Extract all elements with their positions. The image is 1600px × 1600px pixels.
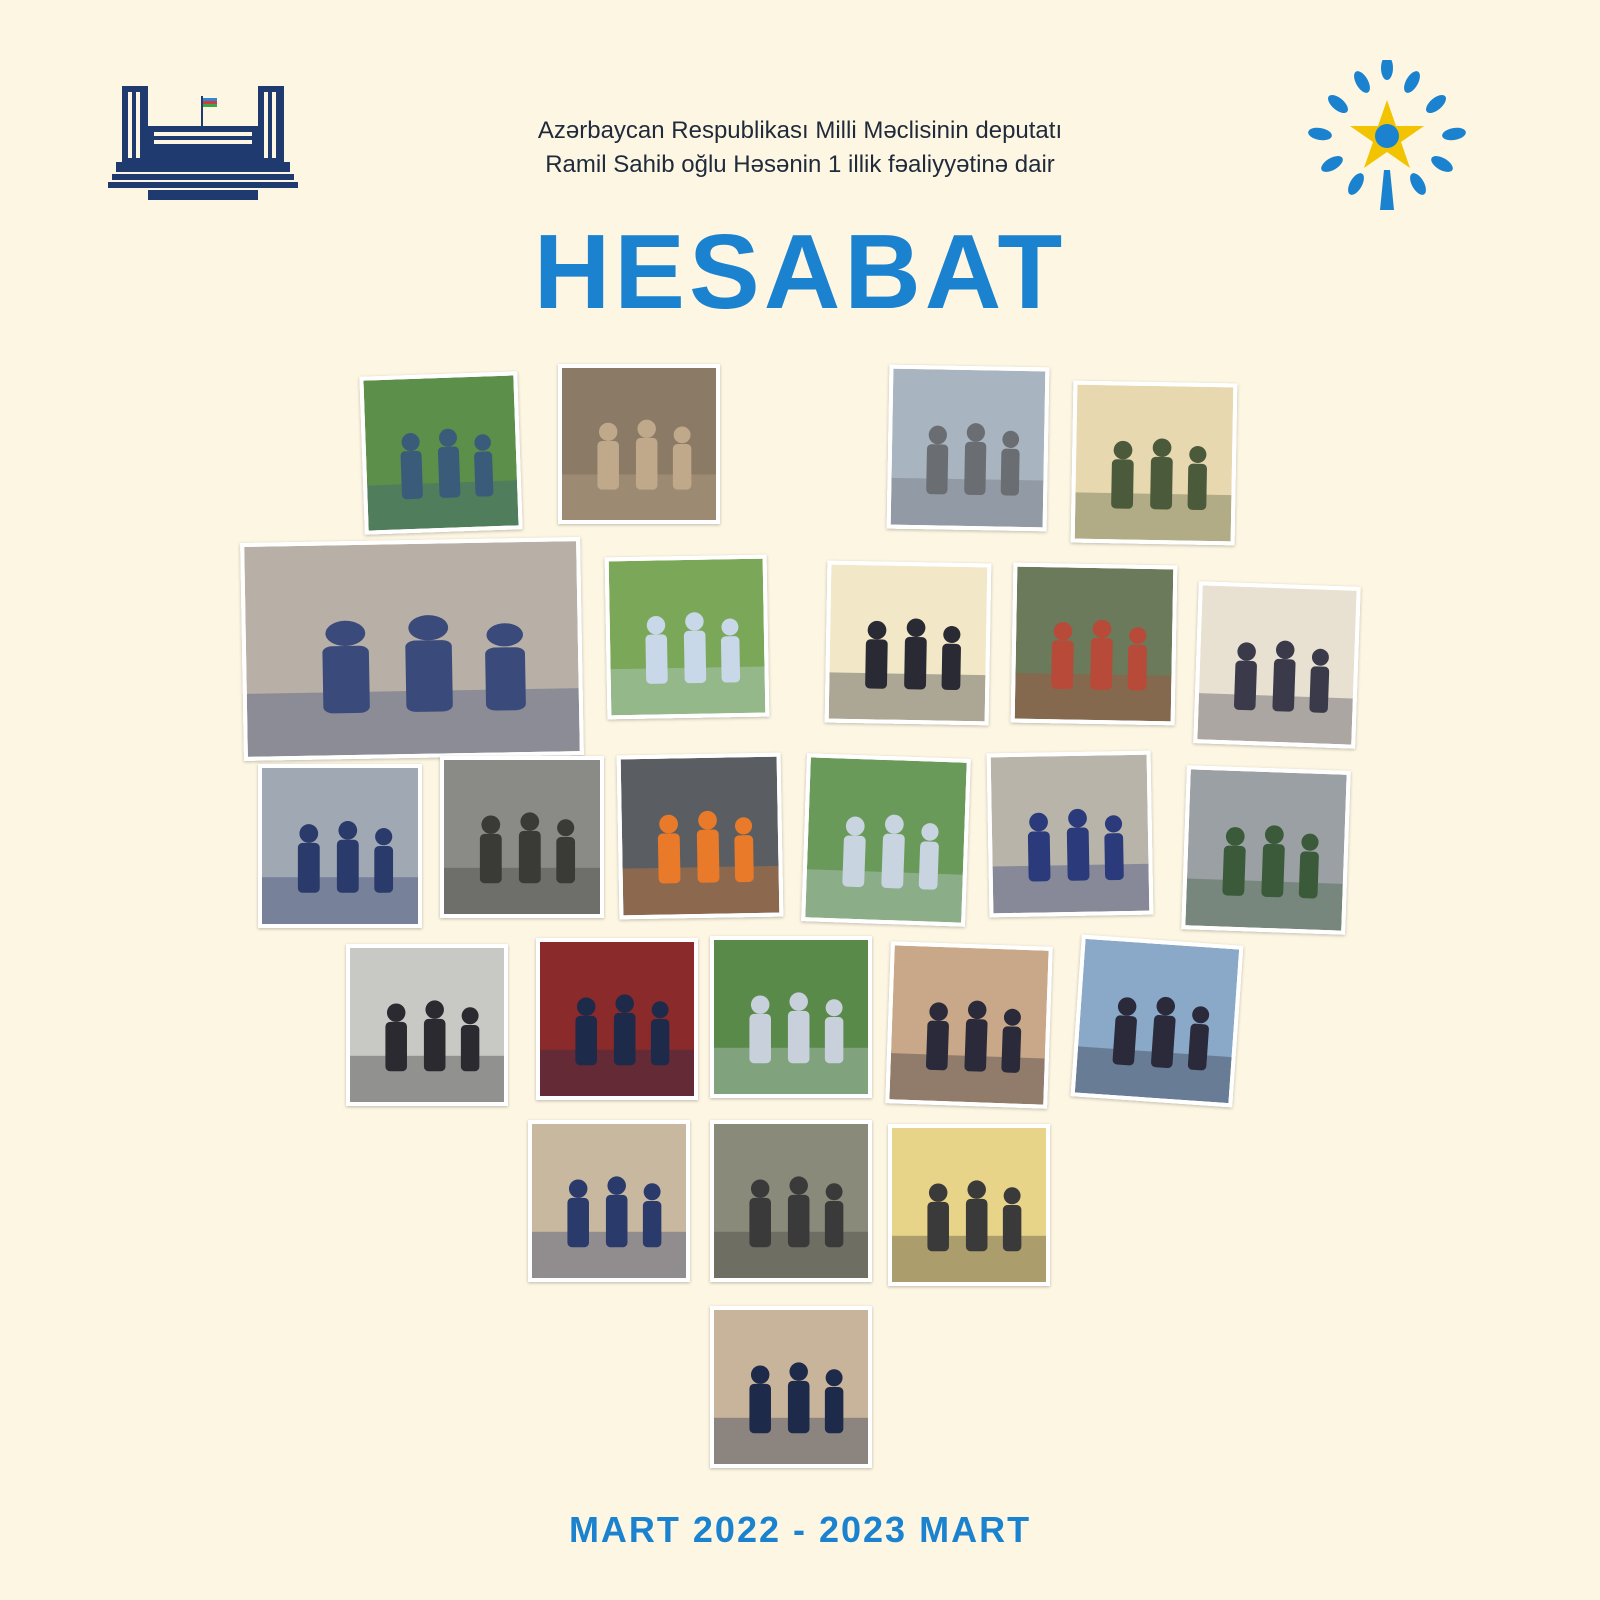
photo-image <box>444 760 600 914</box>
photo-school-group-photo <box>240 537 584 761</box>
photo-walking-by-building <box>528 1120 690 1282</box>
tree-emblem-icon <box>1302 60 1472 220</box>
photo-image <box>891 369 1046 528</box>
photo-image <box>805 757 966 922</box>
photo-image <box>889 945 1048 1104</box>
photo-memorial-wreath <box>558 364 720 524</box>
photo-dump-trucks-road <box>1181 765 1351 935</box>
photo-greeting-child <box>1193 581 1361 749</box>
photo-image <box>363 375 518 530</box>
photo-image <box>1075 939 1239 1103</box>
photo-meeting-outdoors-trees <box>359 371 522 534</box>
photo-couple-with-flowers <box>987 751 1154 918</box>
photo-two-men-outdoors <box>605 555 770 720</box>
photo-monument-statue <box>887 365 1050 532</box>
photo-image <box>609 559 766 716</box>
photo-outdoor-conversation <box>710 936 872 1098</box>
party-emblem <box>1302 60 1472 220</box>
photo-crowd-handshake <box>258 764 422 928</box>
photo-military-group-photo <box>1071 381 1238 546</box>
photo-speaker-podium <box>536 938 698 1100</box>
date-range: MART 2022 - 2023 MART <box>568 1509 1032 1550</box>
photo-image <box>991 755 1150 914</box>
photo-hall-audience <box>440 756 604 918</box>
subtitle <box>380 114 1220 182</box>
subtitle-line-2: Ramil Sahib oğlu Həsənin 1 illik fəaliyyətinə dair <box>545 151 1055 178</box>
photo-image <box>532 1124 686 1278</box>
photo-image <box>1197 585 1356 744</box>
photo-image <box>714 940 868 1094</box>
parliament-logo <box>108 82 298 204</box>
photo-image <box>350 948 504 1102</box>
photo-laying-flowers-graves <box>1011 563 1178 726</box>
photo-office-reception <box>888 1124 1050 1286</box>
photo-image <box>540 942 694 1096</box>
photo-men-greeting-outdoors <box>801 753 971 927</box>
photo-image <box>244 541 580 757</box>
photo-image <box>714 1310 868 1464</box>
subtitle-line-1: Azərbaycan Respublikası Milli Məclisinin deputatı <box>537 117 1063 144</box>
report-title: HESABAT <box>533 213 1067 331</box>
photo-village-street-visit <box>710 1120 872 1282</box>
photo-portrait-at-desk <box>710 1306 872 1468</box>
photo-image <box>1075 385 1234 542</box>
photo-image <box>262 768 418 924</box>
photo-ceremony-cake-cutting <box>885 941 1053 1109</box>
photo-image <box>621 757 780 916</box>
photo-image <box>892 1128 1046 1282</box>
photo-image <box>714 1124 868 1278</box>
photo-image <box>562 368 716 520</box>
photo-image <box>829 565 988 722</box>
photo-building-entrance-visit <box>346 944 508 1106</box>
photo-indoor-visit <box>617 753 784 920</box>
photo-table-meeting <box>825 561 992 726</box>
photo-image <box>1185 769 1346 930</box>
parliament-building-icon <box>108 82 298 204</box>
photo-image <box>1015 567 1174 722</box>
photo-procession-flowers <box>1071 935 1244 1108</box>
